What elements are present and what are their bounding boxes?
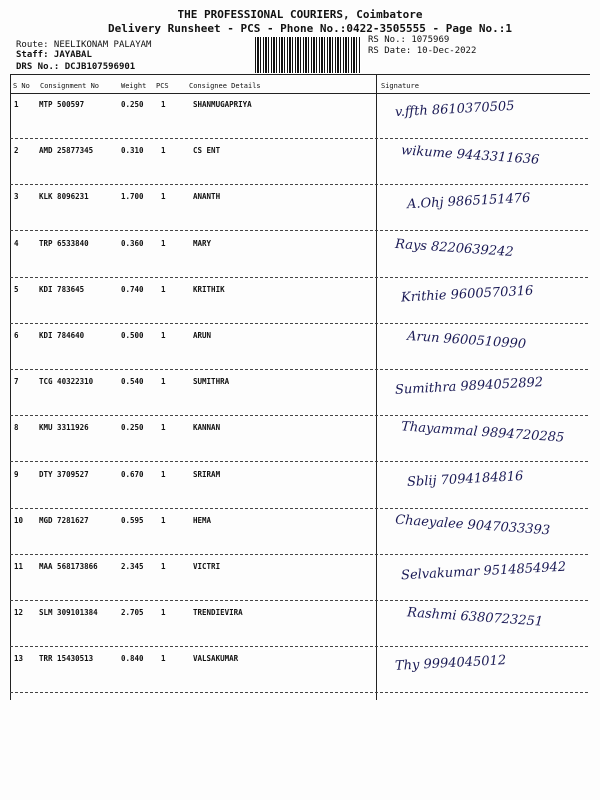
row-consignment-no: TRR 15430513	[39, 654, 94, 664]
row-separator	[10, 646, 588, 647]
row-weight: 0.500	[121, 331, 144, 340]
row-sno: 12	[14, 608, 24, 618]
row-sno: 1	[14, 100, 19, 109]
row-sno: 3	[14, 192, 19, 202]
row-pcs: 1	[161, 423, 166, 433]
row-pcs: 1	[161, 562, 166, 571]
row-consignment-no: KMU 3311926	[39, 423, 89, 433]
row-pcs: 1	[161, 284, 166, 294]
row-consignee: VICTRI	[193, 562, 221, 571]
row-weight: 1.700	[121, 192, 144, 202]
row-separator	[10, 138, 588, 139]
row-weight: 0.740	[121, 284, 144, 294]
row-weight: 0.540	[121, 377, 144, 387]
row-pcs: 1	[161, 146, 166, 156]
row-separator	[10, 600, 588, 601]
row-consignment-no: MAA 568173866	[39, 562, 98, 571]
row-separator	[10, 508, 588, 509]
column-header-pcs: PCS	[156, 82, 169, 90]
row-weight: 0.840	[121, 654, 144, 664]
row-sno: 8	[14, 423, 19, 433]
table-header-border	[10, 93, 590, 94]
row-pcs: 1	[161, 192, 166, 202]
row-signature: Thayammal 9894720285	[400, 419, 565, 447]
row-consignment-no: MTP 500597	[39, 100, 85, 109]
runsheet-title: Delivery Runsheet - PCS - Phone No.:0422-3505555 - Page No.:1	[108, 22, 512, 35]
row-signature: Sumithra 9894052892	[394, 375, 544, 399]
row-consignee: ANANTH	[193, 192, 221, 202]
row-consignee: SUMITHRA	[193, 377, 230, 387]
row-signature: Thy 9994045012	[394, 653, 507, 675]
row-signature: Rays 8220639242	[394, 236, 515, 260]
rs-date: RS Date: 10-Dec-2022	[368, 46, 477, 56]
row-separator	[10, 277, 588, 278]
row-signature: Arun 9600510990	[406, 328, 527, 353]
row-weight: 0.595	[121, 515, 144, 525]
row-separator	[10, 323, 588, 324]
row-sno: 6	[14, 331, 19, 340]
row-consignment-no: KDI 784640	[39, 331, 85, 340]
column-header-signature: Signature	[381, 82, 419, 90]
row-signature: Chaeyalee 9047033393	[394, 512, 551, 539]
row-weight: 0.250	[121, 423, 144, 433]
row-weight: 0.310	[121, 146, 144, 156]
row-signature: Rashmi 6380723251	[406, 605, 544, 630]
row-separator	[10, 230, 588, 231]
row-pcs: 1	[161, 608, 166, 618]
rs-number: RS No.: 1075969	[368, 35, 450, 45]
row-consignee: VALSAKUMAR	[193, 654, 239, 664]
row-consignee: SHANMUGAPRIYA	[193, 100, 252, 109]
row-sno: 4	[14, 238, 19, 248]
row-signature: Selvakumar 9514854942	[400, 559, 567, 584]
row-consignee: MARY	[193, 238, 212, 248]
row-separator	[10, 415, 588, 416]
row-weight: 0.360	[121, 238, 144, 248]
drs-label: DRS No.: DCJB107596901	[16, 62, 136, 72]
row-consignee: TRENDIEVIRA	[193, 608, 243, 618]
row-signature: Sblij 7094184816	[406, 468, 524, 490]
column-header-weight: Weight	[121, 82, 147, 90]
staff-label: Staff: JAYABAL	[16, 50, 92, 60]
row-consignee: CS ENT	[193, 146, 221, 156]
row-consignee: SRIRAM	[193, 469, 221, 479]
row-signature: wikume 9443311636	[400, 143, 540, 168]
row-weight: 2.345	[121, 562, 144, 571]
barcode-image	[255, 37, 361, 73]
row-separator	[10, 554, 588, 555]
row-sno: 7	[14, 377, 19, 387]
row-sno: 11	[14, 562, 24, 571]
row-sno: 13	[14, 654, 24, 664]
row-consignment-no: KLK 8096231	[39, 192, 89, 202]
row-separator	[10, 461, 588, 462]
row-weight: 0.250	[121, 100, 144, 109]
column-header-consignment: Consignment No	[40, 82, 100, 90]
row-pcs: 1	[161, 238, 166, 248]
column-header-sno: S No	[13, 82, 30, 90]
row-pcs: 1	[161, 331, 166, 340]
row-pcs: 1	[161, 654, 166, 664]
row-signature: v.ffth 8610370505	[394, 98, 515, 121]
row-consignee: KRITHIK	[193, 284, 225, 294]
row-sno: 10	[14, 515, 24, 525]
row-separator	[10, 692, 588, 693]
row-signature: Krithie 9600570316	[400, 283, 534, 306]
table-top-border	[10, 74, 590, 75]
route-label: Route: NEELIKONAM PALAYAM	[16, 40, 152, 50]
row-consignment-no: AMD 25877345	[39, 146, 94, 156]
row-pcs: 1	[161, 469, 166, 479]
row-signature: A.Ohj 9865151476	[406, 191, 531, 213]
row-consignment-no: MGD 7281627	[39, 515, 89, 525]
row-consignment-no: TRP 6533840	[39, 238, 89, 248]
row-consignee: KANNAN	[193, 423, 221, 433]
row-separator	[10, 369, 588, 370]
row-weight: 0.670	[121, 469, 144, 479]
row-consignee: ARUN	[193, 331, 212, 340]
row-sno: 5	[14, 284, 19, 294]
row-pcs: 1	[161, 100, 166, 109]
row-consignee: HEMA	[193, 515, 212, 525]
row-sno: 2	[14, 146, 19, 156]
row-consignment-no: KDI 783645	[39, 284, 85, 294]
table-left-border	[10, 74, 11, 700]
signature-column-border	[376, 74, 377, 700]
row-consignment-no: TCG 40322310	[39, 377, 94, 387]
column-header-consignee: Consignee Details	[189, 82, 261, 90]
row-pcs: 1	[161, 515, 166, 525]
row-separator	[10, 184, 588, 185]
row-pcs: 1	[161, 377, 166, 387]
row-weight: 2.705	[121, 608, 144, 618]
company-title: THE PROFESSIONAL COURIERS, Coimbatore	[177, 8, 423, 21]
row-consignment-no: DTY 3709527	[39, 469, 89, 479]
row-sno: 9	[14, 469, 19, 479]
row-consignment-no: SLM 309101384	[39, 608, 98, 618]
